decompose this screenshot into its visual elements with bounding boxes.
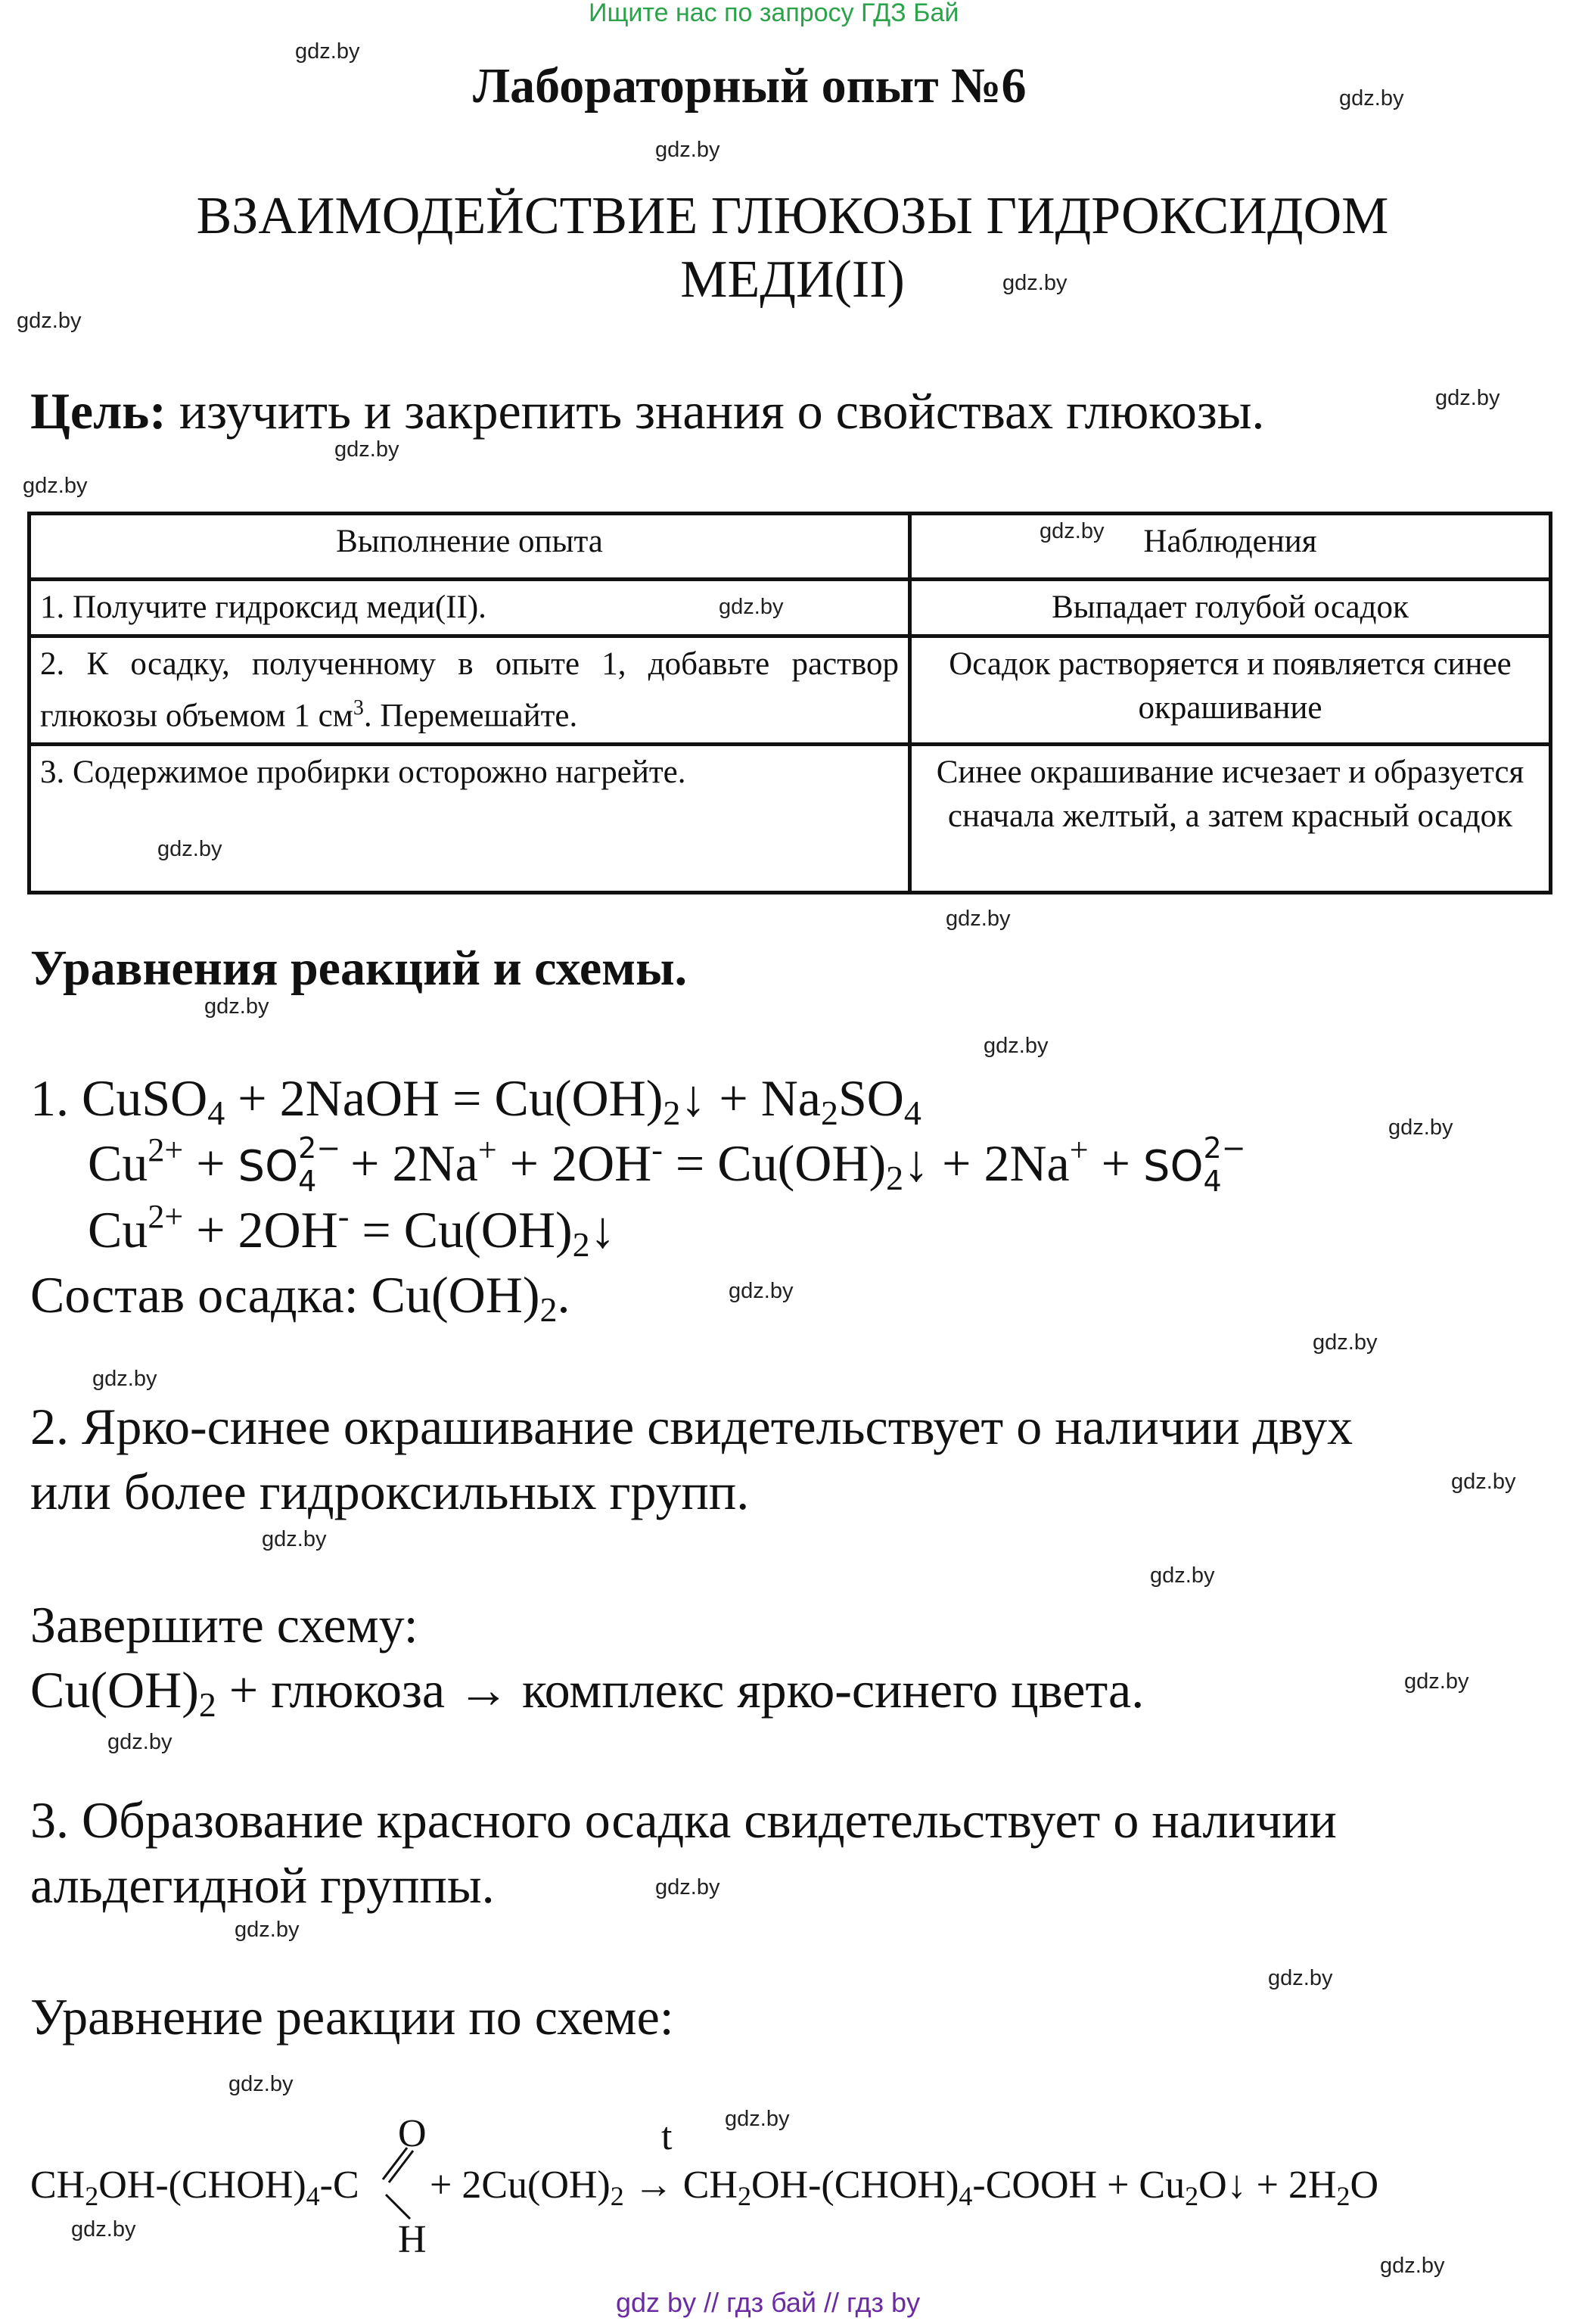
watermark: gdz.by	[157, 837, 222, 861]
ion-symbol: SO	[238, 1142, 299, 1191]
sulfate-ion	[238, 1131, 341, 1198]
aldehyde-bonds	[378, 2134, 424, 2232]
eq-sub: 4	[306, 2181, 320, 2211]
table-header-procedure: Выполнение опыта	[30, 514, 910, 580]
watermark: gdz.by	[655, 1875, 720, 1899]
eq-sub: 2	[663, 1094, 681, 1132]
eq-part: O↓ + 2H	[1198, 2164, 1337, 2207]
table-row	[30, 745, 1551, 893]
goal-text: изучить и закрепить знания о свойствах глюкозы.	[166, 382, 1265, 440]
eq-part: -C	[319, 2164, 359, 2207]
ion-index: 4	[1203, 1165, 1222, 1198]
scheme-prompt: Завершите схему:	[30, 1596, 418, 1654]
eq2-line1: 2. Ярко-синее окрашивание свидетельствует о наличии двух	[30, 1398, 1353, 1455]
eq-sub: 4	[959, 2181, 973, 2211]
eq-sup: +	[477, 1131, 497, 1168]
observation-cell: Синее окрашивание исчезает и образуется сначала желтый, а затем красный осадок	[909, 745, 1550, 893]
eq-part: Cu	[88, 1201, 148, 1258]
ion-charge: 2−	[298, 1131, 341, 1165]
heating-condition: t	[661, 2115, 673, 2158]
eq-part: ↓ + 2Na	[903, 1134, 1070, 1192]
eq-part: .	[557, 1266, 570, 1324]
eq-part: + 2Na	[337, 1134, 478, 1192]
eq-sub: 2	[85, 2181, 99, 2211]
eq-part: + 2Cu(OH)	[430, 2164, 611, 2207]
eq-part: Cu(OH)	[30, 1661, 199, 1719]
eq-sup: 2+	[148, 1198, 184, 1235]
experiment-table	[27, 512, 1552, 894]
watermark: gdz.by	[204, 994, 269, 1019]
watermark: gdz.by	[1388, 1115, 1453, 1140]
eq-sup: -	[651, 1131, 663, 1168]
eq-part: OH-(CHOH)	[751, 2164, 959, 2207]
eq-part: = Cu(OH)	[349, 1201, 573, 1258]
goal	[30, 381, 1264, 441]
eq-sub: 2	[820, 1094, 838, 1132]
eq3-line1: 3. Образование красного осадка свидетельствует о наличии	[30, 1791, 1337, 1849]
eq-sub: 2	[539, 1290, 558, 1329]
watermark: gdz.by	[719, 595, 784, 619]
footer-links[interactable]: gdz by // гдз бай // гдз by	[616, 2287, 921, 2318]
watermark: gdz.by	[235, 1918, 300, 1942]
eq-part: + 2OH	[183, 1201, 338, 1258]
eq1-line1	[30, 1069, 921, 1132]
watermark: gdz.by	[1150, 1563, 1215, 1588]
eq-sub: 2	[198, 1685, 216, 1724]
eq-part: Cu	[88, 1134, 148, 1192]
table-header-row	[30, 514, 1551, 580]
watermark: gdz.by	[1435, 386, 1500, 410]
reaction-right	[430, 2163, 1379, 2211]
reaction-prompt: Уравнение реакции по схеме:	[30, 1988, 674, 2046]
table-header-observations: Наблюдения	[909, 514, 1550, 580]
ion-charge: 2−	[1203, 1131, 1246, 1165]
watermark: gdz.by	[1002, 271, 1068, 295]
watermark: gdz.by	[1313, 1330, 1378, 1355]
eq-part: CH	[682, 2164, 738, 2207]
aldehyde-oxygen: O	[398, 2112, 427, 2155]
eq-sub: 4	[903, 1094, 921, 1132]
eq-part: + 2OH	[496, 1134, 652, 1192]
watermark: gdz.by	[23, 474, 88, 498]
watermark: gdz.by	[1404, 1669, 1469, 1694]
eq-part: CH	[30, 2164, 85, 2207]
watermark: gdz.by	[725, 2107, 790, 2131]
watermark: gdz.by	[946, 907, 1011, 931]
reaction-left	[30, 2163, 359, 2211]
scheme	[30, 1660, 1145, 1724]
subtitle-line2: МЕДИ(II)	[680, 250, 905, 309]
eq-sub: 4	[207, 1094, 225, 1132]
eq-part: -COOH + Cu	[972, 2164, 1186, 2207]
watermark: gdz.by	[1040, 519, 1105, 543]
ion-symbol: SO	[1142, 1142, 1204, 1191]
watermark: gdz.by	[1380, 2254, 1445, 2278]
watermark: gdz.by	[729, 1279, 794, 1303]
eq-sup: +	[1069, 1131, 1089, 1168]
equations-title: Уравнения реакций и схемы.	[30, 941, 688, 996]
eq3-line2: альдегидной группы.	[30, 1856, 495, 1914]
eq-sub: 2	[610, 2181, 624, 2211]
eq1-number: 1.	[30, 1069, 82, 1127]
watermark: gdz.by	[295, 39, 360, 64]
procedure-text: 2. К осадку, полученному в опыте 1, добавьте раствор глюкозы объемом 1 см	[40, 646, 899, 734]
eq-part: = Cu(OH)	[662, 1134, 887, 1192]
eq1-line2	[88, 1131, 1246, 1198]
procedure-text-end: . Перемешайте.	[363, 698, 578, 734]
table-row	[30, 636, 1551, 745]
single-bond-line	[386, 2195, 410, 2219]
procedure-cell: 3. Содержимое пробирки осторожно нагрейте.	[30, 745, 910, 893]
eq-part: CuSO	[82, 1069, 208, 1127]
watermark: gdz.by	[92, 1367, 157, 1391]
eq1-line3	[88, 1198, 616, 1264]
ion-index: 4	[298, 1165, 317, 1198]
search-hint: Ищите нас по запросу ГДЗ Бай	[589, 0, 959, 27]
watermark: gdz.by	[17, 309, 82, 333]
eq-sup: -	[337, 1198, 350, 1235]
table-row	[30, 580, 1551, 636]
watermark: gdz.by	[655, 138, 720, 162]
precipitate-composition	[30, 1265, 570, 1329]
goal-label: Цель:	[30, 382, 166, 440]
eq-part: ↓	[589, 1201, 616, 1258]
eq-part: OH-(CHOH)	[98, 2164, 306, 2207]
eq-sub: 2	[738, 2181, 751, 2211]
eq2-line2: или более гидроксильных групп.	[30, 1463, 750, 1520]
procedure-cell	[30, 636, 910, 745]
watermark: gdz.by	[334, 437, 399, 462]
eq-sup: 2+	[148, 1131, 184, 1168]
watermark: gdz.by	[1268, 1966, 1333, 1990]
watermark: gdz.by	[71, 2217, 136, 2242]
eq-part: Состав осадка: Cu(OH)	[30, 1266, 540, 1324]
eq-sub: 2	[572, 1225, 590, 1264]
watermark: gdz.by	[1451, 1470, 1516, 1494]
watermark: gdz.by	[107, 1730, 172, 1754]
eq-part: ↓ + Na	[680, 1069, 821, 1127]
watermark: gdz.by	[228, 2072, 294, 2096]
eq-sub: 2	[1336, 2181, 1350, 2211]
observation-cell: Выпадает голубой осадок	[909, 580, 1550, 636]
eq-sub: 2	[886, 1159, 904, 1197]
observation-cell: Осадок растворяется и появляется синее окрашивание	[909, 636, 1550, 745]
eq-part: + глюкоза → комплекс ярко-синего цвета.	[216, 1661, 1145, 1719]
subtitle-line1: ВЗАИМОДЕЙСТВИЕ ГЛЮКОЗЫ ГИДРОКСИДОМ	[196, 187, 1389, 245]
procedure-cell: 1. Получите гидроксид меди(II).	[30, 580, 910, 636]
eq-part: +	[183, 1134, 238, 1192]
reaction-arrow: →	[623, 2164, 683, 2207]
eq-part: SO	[838, 1069, 904, 1127]
page-title: Лабораторный опыт №6	[473, 58, 1027, 114]
eq-part: +	[1088, 1134, 1143, 1192]
eq-part: O	[1350, 2164, 1379, 2207]
eq-sub: 2	[1185, 2181, 1199, 2211]
watermark: gdz.by	[262, 1527, 327, 1551]
watermark: gdz.by	[984, 1034, 1049, 1058]
sulfate-ion	[1142, 1131, 1246, 1198]
unit-superscript: 3	[353, 696, 364, 720]
watermark: gdz.by	[1339, 86, 1404, 110]
aldehyde-hydrogen: H	[398, 2218, 427, 2261]
eq-part: + 2NaOH = Cu(OH)	[225, 1069, 664, 1127]
